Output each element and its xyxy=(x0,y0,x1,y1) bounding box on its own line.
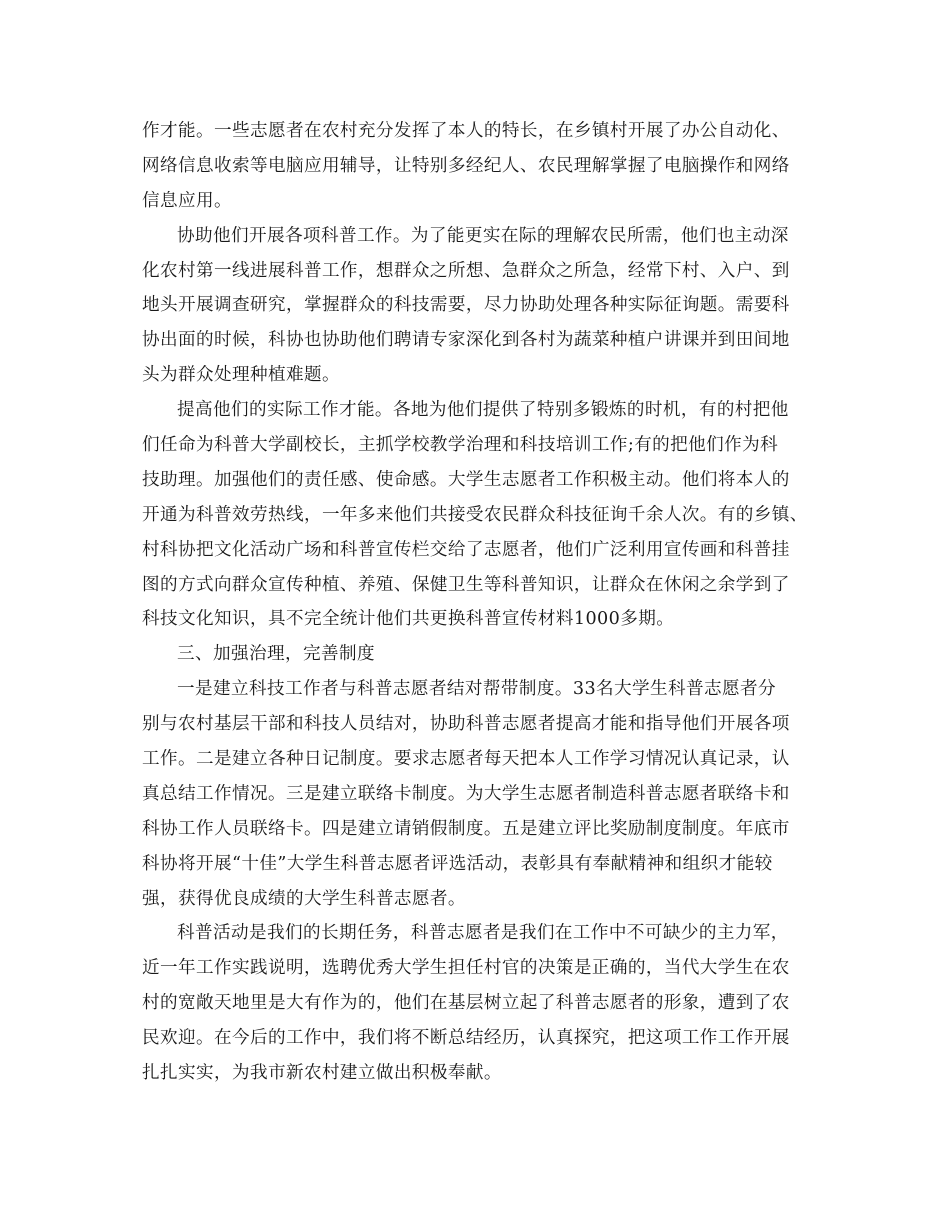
text-line: 网络信息收索等电脑应用辅导，让特别多经纪人、农民理解掌握了电脑操作和网络 xyxy=(142,155,790,176)
text-line: 工作。二是建立各种日记制度。要求志愿者每天把本人工作学习情况认真记录，认 xyxy=(142,749,790,770)
text-line: 地头开展调查研究，掌握群众的科技需要，尽力协助处理各种实际征询题。需要科 xyxy=(142,295,790,316)
text-line: 别与农村基层干部和科技人员结对，协助科普志愿者提高才能和指导他们开展各项 xyxy=(142,714,790,735)
text-line: 强，获得优良成绩的大学生科普志愿者。 xyxy=(142,888,466,909)
text-line: 村的宽敞天地里是大有作为的，他们在基层树立起了科普志愿者的形象，遭到了农 xyxy=(142,993,790,1014)
text-line: 头为群众处理种植难题。 xyxy=(142,365,340,386)
text-line: 化农村第一线进展科普工作，想群众之所想、急群众之所急，经常下村、入户、到 xyxy=(142,260,790,281)
text-line: 开通为科普效劳热线，一年多来他们共接受农民群众科技征询千余人次。有的乡镇、 xyxy=(142,504,808,525)
document-body xyxy=(142,114,832,1091)
text-line: 真总结工作情况。三是建立联络卡制度。为大学生志愿者制造科普志愿者联络卡和 xyxy=(142,783,790,804)
text-line: 信息应用。 xyxy=(142,190,232,211)
text-line: 协出面的时候，科协也协助他们聘请专家深化到各村为蔬菜种植户讲课并到田间地 xyxy=(142,330,790,351)
text-line: 提高他们的实际工作才能。各地为他们提供了特别多锻炼的时机，有的村把他 xyxy=(177,400,789,421)
text-line: 扎扎实实，为我市新农村建立做出积极奉献。 xyxy=(142,1063,502,1084)
text-line: 技助理。加强他们的责任感、使命感。大学生志愿者工作积极主动。他们将本人的 xyxy=(142,469,790,490)
text-line: 科协工作人员联络卡。四是建立请销假制度。五是建立评比奖励制度制度。年底市 xyxy=(142,818,790,839)
text-line: 作才能。一些志愿者在农村充分发挥了本人的特长，在乡镇村开展了办公自动化、 xyxy=(142,121,790,141)
text-line: 科普活动是我们的长期任务，科普志愿者是我们在工作中不可缺少的主力军， xyxy=(177,923,789,944)
text-line: 村科协把文化活动广场和科普宣传栏交给了志愿者，他们广泛利用宣传画和科普挂 xyxy=(142,539,790,560)
text-line: 民欢迎。在今后的工作中，我们将不断总结经历，认真探究，把这项工作工作开展 xyxy=(142,1028,790,1049)
text-line: 三、加强治理，完善制度 xyxy=(177,644,375,665)
text-line: 图的方式向群众宣传种植、养殖、保健卫生等科普知识，让群众在休闲之余学到了 xyxy=(142,574,790,595)
text-line: 协助他们开展各项科普工作。为了能更实在际的理解农民所需，他们也主动深 xyxy=(177,225,789,246)
text-line: 一是建立科技工作者与科普志愿者结对帮带制度。33名大学生科普志愿者分 xyxy=(177,679,776,700)
text-line: 近一年工作实践说明，选聘优秀大学生担任村官的决策是正确的，当代大学生在农 xyxy=(142,958,790,979)
text-line: 科协将开展“十佳”大学生科普志愿者评选活动，表彰具有奉献精神和组织才能较 xyxy=(142,853,773,874)
text-line: 科技文化知识，具不完全统计他们共更换科普宣传材料1000多期。 xyxy=(142,609,675,630)
text-line: 们任命为科普大学副校长，主抓学校教学治理和科技培训工作;有的把他们作为科 xyxy=(142,435,779,456)
